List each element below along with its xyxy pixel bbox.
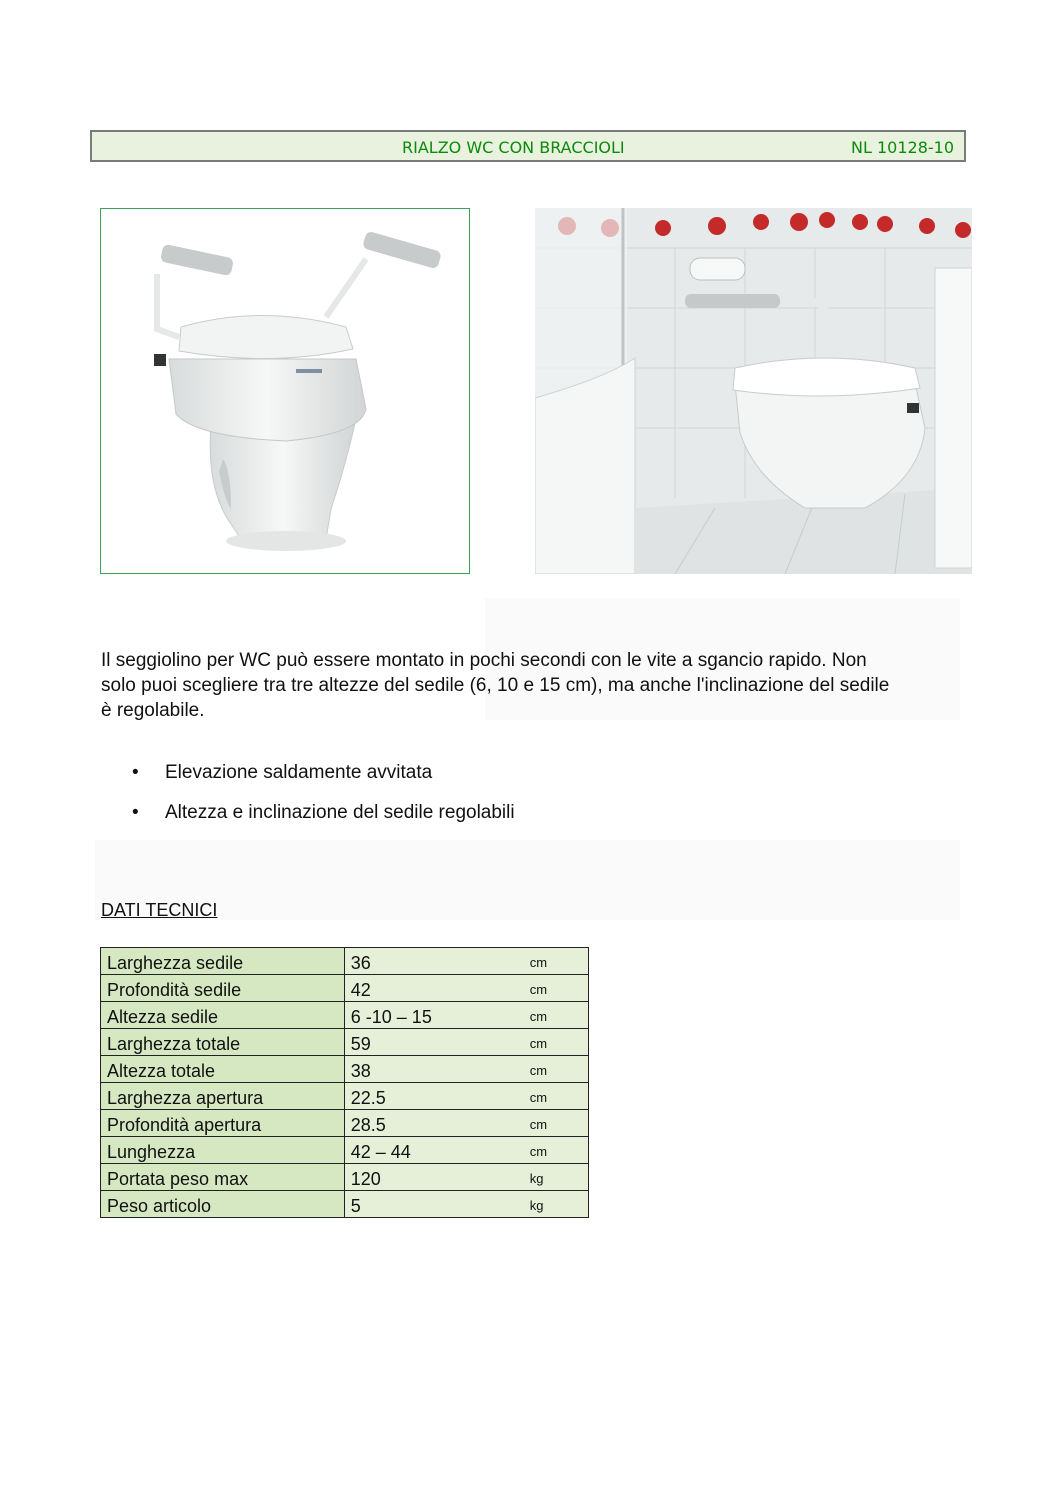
list-item [101,800,515,825]
specs-table [100,947,589,1218]
specs-heading: DATI TECNICI [101,900,218,920]
spec-unit: cm [524,1083,589,1110]
spec-label: Altezza sedile [101,1002,345,1029]
spec-value: 36 [344,948,524,975]
spec-label: Peso articolo [101,1191,345,1218]
spec-label: Larghezza apertura [101,1083,345,1110]
spec-value: 42 – 44 [344,1137,524,1164]
spec-value: 6 -10 – 15 [344,1002,524,1029]
table-row [101,1137,589,1164]
table-row [101,1002,589,1029]
document-title-bar [90,130,966,162]
table-row [101,1029,589,1056]
product-photo [100,208,470,574]
feature-text: Elevazione saldamente avvitata [165,762,433,783]
raised-toilet-seat-product-photo-icon [101,209,468,572]
spec-label: Lunghezza [101,1137,345,1164]
spec-unit: cm [524,948,589,975]
table-row [101,1083,589,1110]
spec-unit: kg [524,1164,589,1191]
bathroom-photo [535,208,972,574]
spec-label: Profondità apertura [101,1110,345,1137]
spec-value: 42 [344,975,524,1002]
table-row [101,1191,589,1218]
bullet-icon: • [132,802,139,823]
spec-value: 28.5 [344,1110,524,1137]
spec-unit: cm [524,1002,589,1029]
spec-unit: cm [524,975,589,1002]
spec-label: Altezza totale [101,1056,345,1083]
bathroom-installed-toilet-seat-photo-icon [535,208,972,574]
spec-label: Larghezza totale [101,1029,345,1056]
table-row [101,975,589,1002]
background-band [95,840,960,920]
spec-label: Profondità sedile [101,975,345,1002]
bullet-icon: • [132,762,139,783]
spec-label: Portata peso max [101,1164,345,1191]
table-row [101,1164,589,1191]
spec-unit: cm [524,1110,589,1137]
list-item [101,760,515,785]
spec-unit: kg [524,1191,589,1218]
spec-label: Larghezza sedile [101,948,345,975]
spec-unit: cm [524,1137,589,1164]
product-code: NL 10128-10 [851,138,954,157]
spec-value: 59 [344,1029,524,1056]
spec-value: 22.5 [344,1083,524,1110]
table-row [101,1110,589,1137]
product-description: Il seggiolino per WC può essere montato in pochi secondi con le vite a sgancio rapido. Non solo puoi scegliere tra tre altezze del sedile (6, 10 e 15 cm), ma anche l'inclinazione del sedile è regolabile. [101,650,890,721]
feature-text: Altezza e inclinazione del sedile regolabili [165,802,515,823]
spec-unit: cm [524,1056,589,1083]
product-title: RIALZO WC CON BRACCIOLI [402,138,625,157]
spec-value: 5 [344,1191,524,1218]
table-row [101,948,589,975]
spec-value: 120 [344,1164,524,1191]
spec-value: 38 [344,1056,524,1083]
spec-unit: cm [524,1029,589,1056]
table-row [101,1056,589,1083]
feature-list [101,760,515,840]
